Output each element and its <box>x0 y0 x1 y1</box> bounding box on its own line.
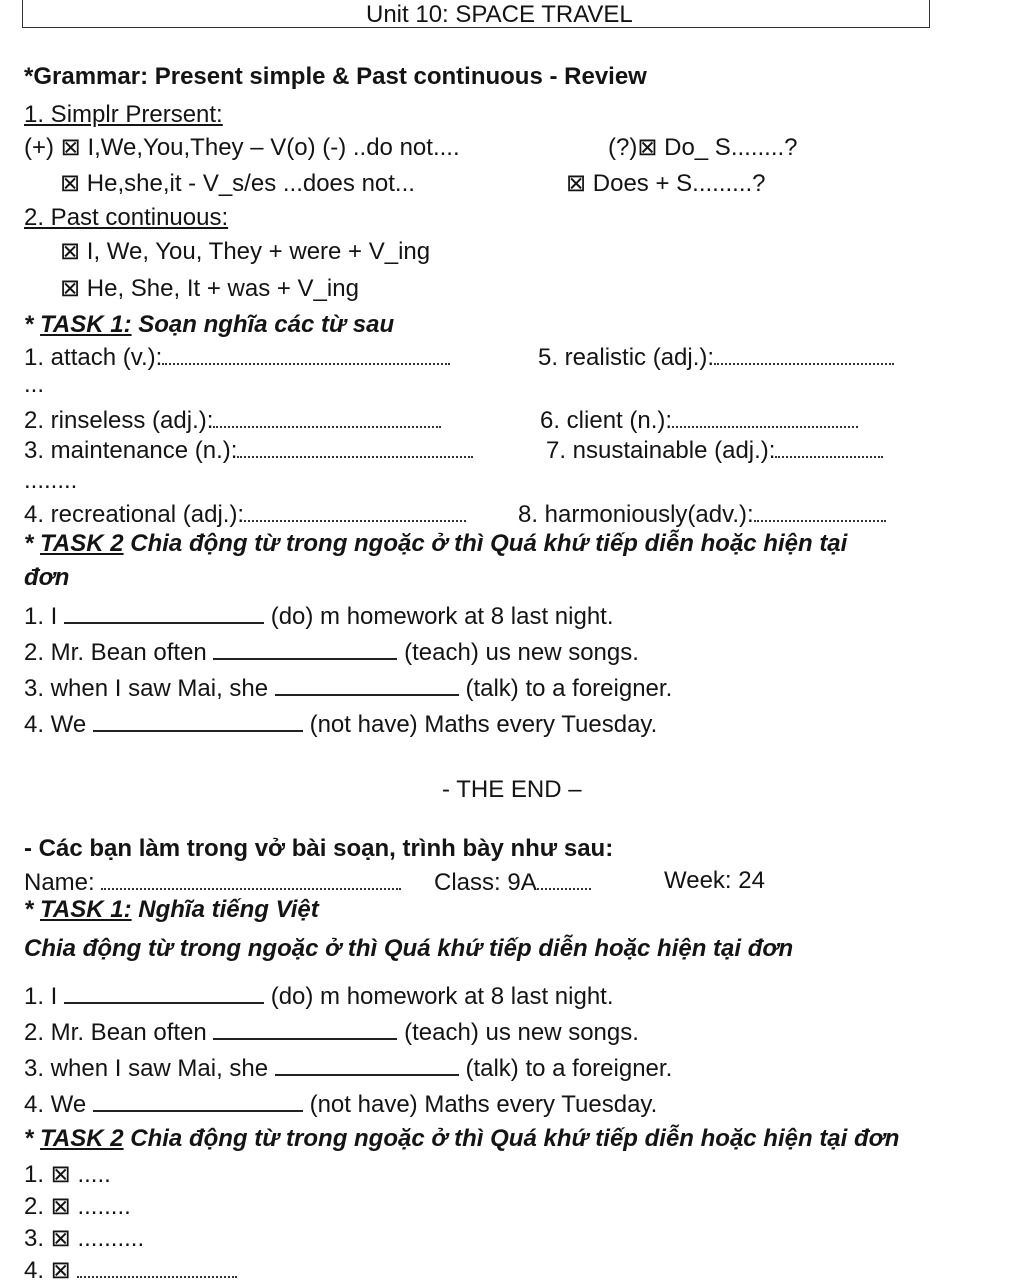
instr-task1-label: TASK 1: <box>40 896 132 923</box>
answer-blank <box>93 708 303 732</box>
answer-blank <box>213 636 397 660</box>
simple-present-row2: ⊠ He,she,it - V_s/es ...does not... <box>60 170 415 197</box>
answer-blank <box>64 600 264 624</box>
instr-task1-prefix: * <box>24 896 41 923</box>
exercise-item <box>24 708 657 740</box>
answer-blank <box>93 1088 303 1112</box>
name-field <box>24 866 401 898</box>
exercise-item <box>24 636 639 668</box>
answer-label: 4. ⊠ <box>24 1257 78 1284</box>
answer-dots <box>775 434 883 458</box>
instr-task2-text: Chia động từ trong ngoặc ở thì Quá khứ tiếp diễn hoặc hiện tại đơn <box>123 1125 900 1152</box>
vocab-item <box>540 404 858 436</box>
answer-dots <box>672 404 858 428</box>
instr-task2-prefix: * <box>24 1125 41 1152</box>
past-continuous-row2: ⊠ He, She, It + was + V_ing <box>60 275 359 302</box>
exercise-subject: 4. We <box>24 711 87 738</box>
answer-blank <box>275 672 459 696</box>
exercise-subject: 2. Mr. Bean often <box>24 1019 207 1046</box>
vocab-label: 4. recreational (adj.): <box>24 501 245 528</box>
answer-line: 3. ⊠ .......... <box>24 1225 145 1252</box>
answer-dots <box>162 341 450 365</box>
exercise-rest: (talk) to a foreigner. <box>465 675 673 702</box>
exercise-subject: 4. We <box>24 1091 87 1118</box>
exercise-subject: 1. I <box>24 603 58 630</box>
grammar-heading: *Grammar: Present simple & Past continuous - Review <box>24 63 647 90</box>
exercise-rest: (do) m homework at 8 last night. <box>270 603 614 630</box>
simple-present-question-2: ⊠ Does + S.........? <box>566 170 766 197</box>
exercise-subject: 3. when I saw Mai, she <box>24 675 269 702</box>
exercise-rest: (teach) us new songs. <box>404 1019 639 1046</box>
past-continuous-label: 2. Past continuous: <box>24 204 229 231</box>
vocab-label: 8. harmoniously(adv.): <box>518 501 754 528</box>
answer-blank <box>213 1016 397 1040</box>
instructions-intro: - Các bạn làm trong vở bài soạn, trình bày như sau: <box>24 835 614 862</box>
task1-heading <box>24 310 394 340</box>
vocab-item <box>24 341 450 373</box>
task2-heading <box>24 529 847 559</box>
exercise-rest: (not have) Maths every Tuesday. <box>309 1091 658 1118</box>
instr-task2-intro: Chia động từ trong ngoặc ở thì Quá khứ tiếp diễn hoặc hiện tại đơn <box>24 935 794 962</box>
exercise-subject: 3. when I saw Mai, she <box>24 1055 269 1082</box>
instr-task2-heading <box>24 1124 899 1154</box>
task1-text: Soạn nghĩa các từ sau <box>131 311 395 338</box>
vocab-label: 2. rinseless (adj.): <box>24 407 214 434</box>
page-title: Unit 10: SPACE TRAVEL <box>366 1 633 28</box>
answer-dots <box>213 404 441 428</box>
answer-line-last <box>24 1254 237 1286</box>
task2-text: Chia động từ trong ngoặc ở thì Quá khứ tiếp diễn hoặc hiện tại <box>123 530 848 557</box>
simple-present-label: 1. Simplr Prersent: <box>24 101 223 128</box>
answer-dots <box>714 341 894 365</box>
vocab-label: 7. nsustainable (adj.): <box>546 437 776 464</box>
answer-dots <box>754 498 886 522</box>
answer-dots <box>244 498 466 522</box>
answer-line: 1. ⊠ ..... <box>24 1161 111 1188</box>
exercise-item <box>24 672 672 704</box>
instr-task1-heading <box>24 895 319 925</box>
class-label: Class: 9A <box>434 869 537 896</box>
exercise-subject: 2. Mr. Bean often <box>24 639 207 666</box>
task1-prefix: * <box>24 311 41 338</box>
exercise-item <box>24 600 614 632</box>
continuation-dots: ........ <box>24 467 78 494</box>
vocab-label: 1. attach (v.): <box>24 344 163 371</box>
continuation-dots: ... <box>24 371 45 398</box>
answer-line: 2. ⊠ ........ <box>24 1193 131 1220</box>
vocab-item <box>24 434 473 466</box>
answer-blank <box>275 1052 459 1076</box>
exercise-rest: (talk) to a foreigner. <box>465 1055 673 1082</box>
vocab-label: 3. maintenance (n.): <box>24 437 238 464</box>
instr-task1-text: Nghĩa tiếng Việt <box>131 896 319 923</box>
class-dots <box>537 866 591 890</box>
vocab-item <box>546 434 883 466</box>
vocab-label: 5. realistic (adj.): <box>538 344 715 371</box>
simple-present-row1: (+) ⊠ I,We,You,They – V(o) (-) ..do not.... <box>24 134 460 161</box>
exercise-item <box>24 1088 657 1120</box>
vocab-item <box>518 498 886 530</box>
answer-dots <box>77 1254 237 1278</box>
task1-label: TASK 1: <box>40 311 132 338</box>
name-dots <box>101 866 401 890</box>
vocab-item <box>24 404 441 436</box>
task2-label: TASK 2 <box>40 530 124 557</box>
exercise-item <box>24 980 614 1012</box>
exercise-rest: (not have) Maths every Tuesday. <box>309 711 658 738</box>
exercise-rest: (teach) us new songs. <box>404 639 639 666</box>
vocab-label: 6. client (n.): <box>540 407 673 434</box>
the-end: - THE END – <box>442 776 582 803</box>
exercise-item <box>24 1016 639 1048</box>
vocab-item <box>24 498 466 530</box>
task2-heading-cont: đơn <box>24 564 70 591</box>
vocab-item <box>538 341 894 373</box>
answer-blank <box>64 980 264 1004</box>
answer-dots <box>237 434 473 458</box>
task2-prefix: * <box>24 530 41 557</box>
simple-present-question-1: (?)⊠ Do_ S........? <box>608 134 798 161</box>
past-continuous-row1: ⊠ I, We, You, They + were + V_ing <box>60 238 431 265</box>
class-field <box>434 866 591 898</box>
week-label: Week: 24 <box>664 867 765 894</box>
exercise-subject: 1. I <box>24 983 58 1010</box>
instr-task2-label: TASK 2 <box>40 1125 124 1152</box>
exercise-item <box>24 1052 672 1084</box>
exercise-rest: (do) m homework at 8 last night. <box>270 983 614 1010</box>
name-label: Name: <box>24 869 95 896</box>
